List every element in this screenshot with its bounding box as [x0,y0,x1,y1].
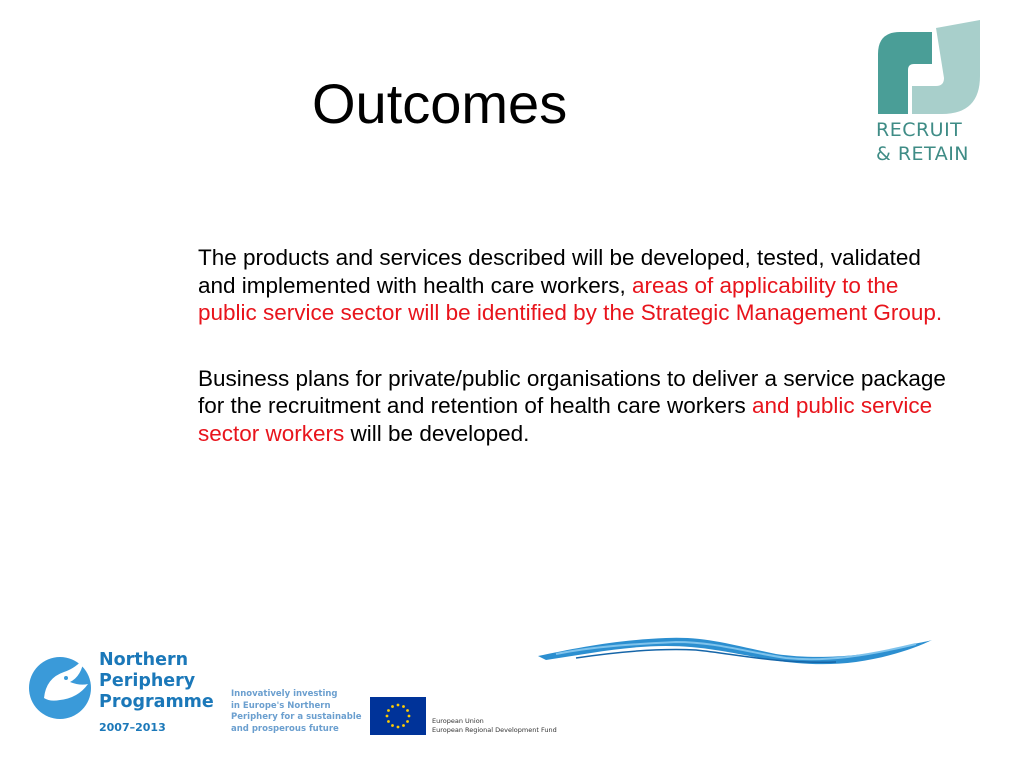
eu-star [397,704,400,707]
paragraph-1-text: The products and services described will be developed, tested, validated and implemented with health care workers, [198,245,921,298]
eu-star [387,709,390,712]
npp-name-line1: Northern [99,650,189,670]
tagline-line4: and prosperous future [231,723,339,734]
eu-star [408,715,411,718]
npp-tagline [231,689,362,735]
npp-name-line2: Periphery [99,671,196,691]
paragraph-2-text-end: will be developed. [344,420,530,446]
eu-star [391,724,394,727]
tagline-line2: in Europe's Northern [231,700,331,711]
eu-star [391,705,394,708]
slide-content [198,244,946,485]
eu-star [397,726,400,729]
paragraph-2-text-start: Business plans for private/public organisations to deliver a service package for the recruitment and retention of health care workers [198,365,946,418]
recruit-retain-logo [872,20,992,180]
eu-star [387,720,390,723]
tagline-line1: Innovatively investing [231,689,338,699]
recruit-retain-mark-icon [876,20,984,114]
recruit-retain-line1: RECRUIT [876,119,963,141]
eu-label-line2: European Regional Development Fund [432,726,557,734]
slide-title: Outcomes [312,72,568,135]
wave-decoration-icon [536,626,936,678]
outcome-paragraph-1 [198,244,946,327]
eu-star [386,715,389,718]
dove-globe-icon [26,648,98,740]
eu-star [406,709,409,712]
npp-years: 2007–2013 [99,721,166,734]
paragraph-2-highlight: and public service sector workers [198,393,933,446]
eu-label [432,717,557,735]
eu-flag-icon [370,697,426,735]
paragraph-1-highlight: areas of applicability to the public service sector will be identified by the Strategic Management Group. [198,272,943,325]
eu-star [402,705,405,708]
outcome-paragraph-2 [198,365,946,448]
recruit-retain-line2: & RETAIN [876,143,970,165]
eu-star [402,724,405,727]
eu-label-line1: European Union [432,717,484,725]
eu-star [406,720,409,723]
northern-periphery-logo [26,648,226,740]
tagline-line3: Periphery for a sustainable [231,712,362,722]
npp-name-line3: Programme [99,692,214,712]
